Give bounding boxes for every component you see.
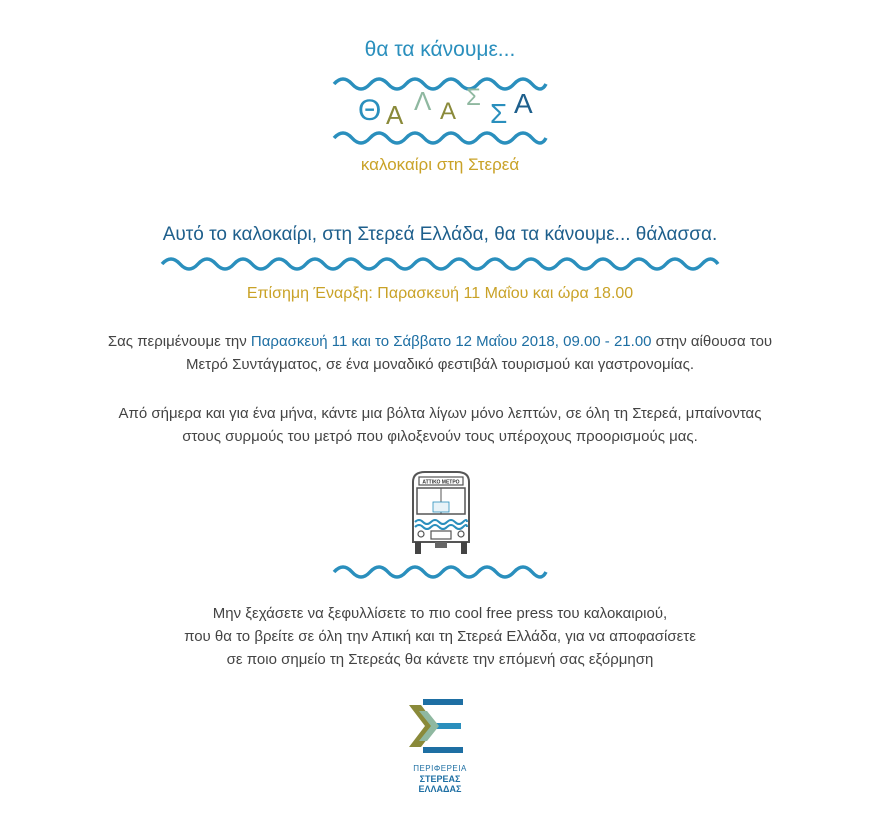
paragraph-text: στην αίθουσα του [651, 333, 773, 350]
tagline: θα τα κάνουμε... [364, 38, 516, 61]
paragraph-free-press-line1: Μην ξεχάσετε να ξεφυλλίσετε το πιο cool free press του καλοκαιριού, [212, 605, 668, 622]
metro-wave [332, 562, 548, 582]
metro-train-icon [405, 468, 477, 558]
paragraph-metro [0, 402, 880, 448]
paragraph-metro-line2: στους συρμούς του μετρό που φιλοξενούν τους υπέροχους προορισμούς μας. [182, 428, 698, 445]
brand-letter-theta: Θ [358, 94, 382, 127]
logo-text-line2: ΣΤΕΡΕΑΣ [419, 774, 461, 784]
metro-sign: ΑΤΤΙΚΟ ΜΕΤΡΟ [422, 479, 460, 486]
brand-letter-lambda: Λ [414, 86, 432, 116]
paragraph-metro-line1: Από σήμερα και για ένα μήνα, κάντε μια βόλτα λίγων μόνο λεπτών, σε όλη τη Στερεά, μπαίνοντας [118, 405, 762, 422]
region-logo-icon [407, 697, 467, 757]
logo-text-line1: ΠΕΡΙΦΕΡΕΙΑ [413, 764, 467, 773]
subtitle: καλοκαίρι στη Στερεά [360, 155, 520, 174]
brand-letter-alpha-2: Α [440, 98, 457, 125]
paragraph-text: Σας περιμένουμε την [107, 333, 251, 350]
brand-letter-alpha-3: Α [514, 88, 533, 119]
opening-announcement: Επίσημη Έναρξη: Παρασκευή 11 Μαΐου και ώρα 18.00 [246, 285, 634, 302]
paragraph-event-dates [0, 330, 880, 376]
event-dates-highlight: Παρασκευή 11 και το Σάββατο 12 Μαΐου 2018, 09.00 - 21.00 [250, 333, 652, 350]
logo-text-line3: ΕΛΛΑΔΑΣ [418, 784, 462, 794]
paragraph-event-dates-line1 [0, 330, 880, 353]
intro-wave [160, 254, 720, 274]
intro-heading: Αυτό το καλοκαίρι, στη Στερεά Ελλάδα, θα τα κάνουμε... θάλασσα. [162, 224, 718, 245]
paragraph-free-press-line3: σε ποιο σημείο τη Στερεάς θα κάνετε την επόμενή σας εξόρμηση [226, 651, 654, 668]
paragraph-event-dates-line2: Μετρό Συντάγματος, σε ένα μοναδικό φεστιβάλ τουρισμού και γαστρονομίας. [186, 356, 694, 373]
brand-letter-alpha-1: Α [386, 100, 404, 130]
brand-letter-sigma-1: Σ [466, 84, 481, 111]
brand-wave-bottom [332, 128, 548, 148]
brand-letter-sigma-2: Σ [490, 98, 508, 129]
paragraph-free-press-line2: που θα το βρείτε σε όλη την Απική και τη Στερεά Ελλάδα, για να αποφασίσετε [184, 628, 696, 645]
paragraph-free-press [0, 602, 880, 671]
